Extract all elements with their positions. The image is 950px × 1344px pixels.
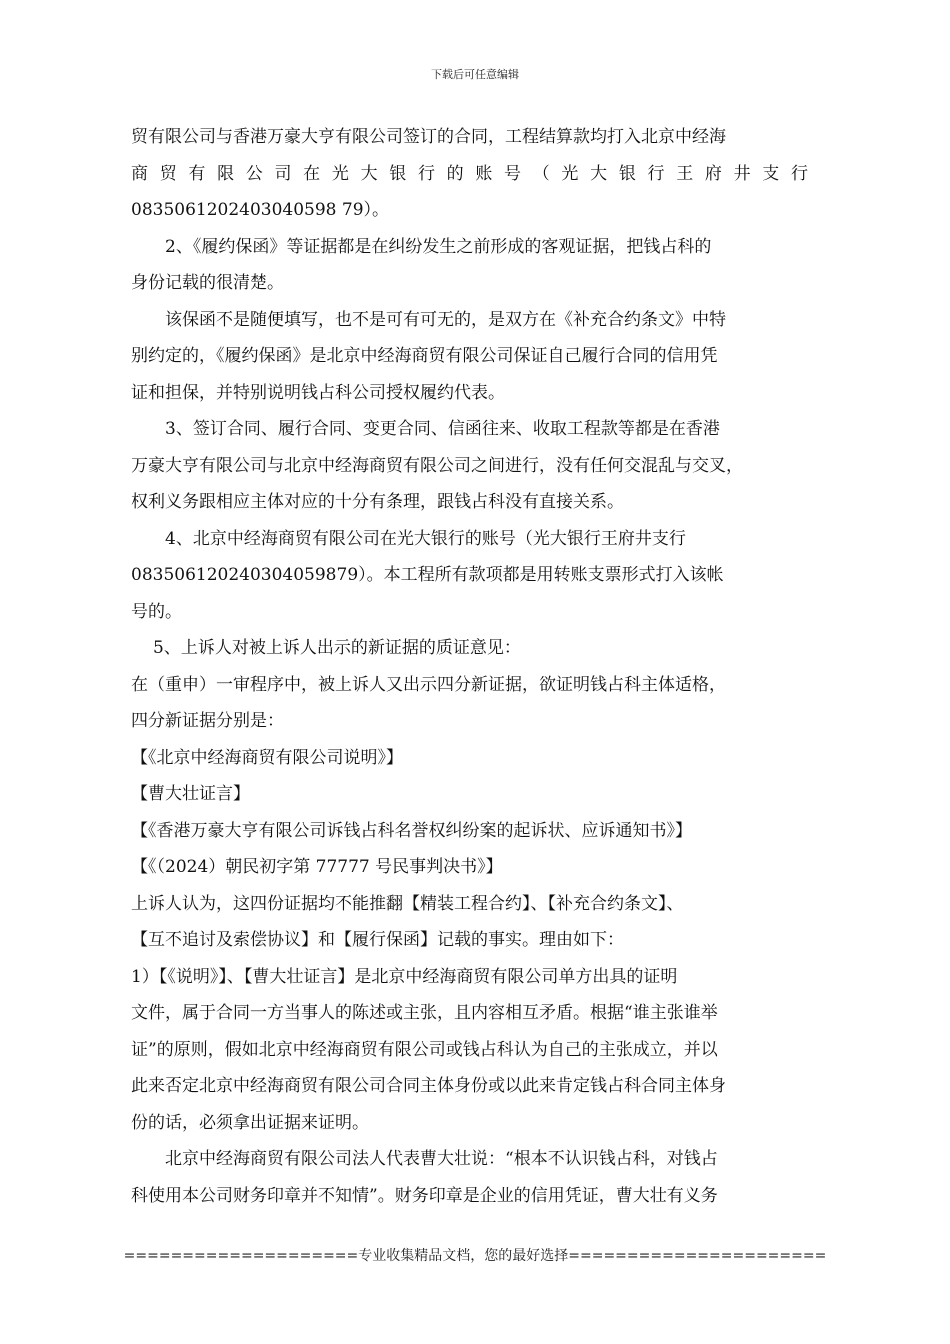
page-header: 下载后可任意编辑: [431, 68, 519, 81]
text-line: 0835061202403040598 79）。: [131, 200, 390, 220]
text-line: 此来否定北京中经海商贸有限公司合同主体身份或以此来肯定钱占科合同主体身: [131, 1076, 726, 1096]
text-line: 证和担保，并特别说明钱占科公司授权履约代表。: [131, 382, 505, 403]
text-line: 四分新证据分别是：: [131, 711, 284, 731]
text-line: 5、上诉人对被上诉人出示的新证据的质证意见：: [153, 638, 521, 658]
text-line: 权利义务跟相应主体对应的十分有条理，跟钱占科没有直接关系。: [131, 492, 624, 512]
text-line: 文件，属于合同一方当事人的陈述或主张，且内容相互矛盾。根据“谁主张谁举: [131, 1003, 718, 1023]
text-line: 号的。: [131, 601, 182, 622]
text-line: 北京中经海商贸有限公司法人代表曹大壮说：“根本不认识钱占科，对钱占: [165, 1149, 718, 1169]
text-line: 万豪大亨有限公司与北京中经海商贸有限公司之间进行，没有任何交混乱与交叉，: [131, 455, 743, 476]
evidence-item: 【《（2024）朝民初字第 77777 号民事判决书》】: [131, 857, 503, 877]
text-line: 身份记载的很清楚。: [131, 273, 284, 293]
text-line: 【互不追讨及索偿协议】和【履行保函】记载的事实。理由如下：: [131, 930, 624, 950]
text-line: 别约定的，《履约保函》是北京中经海商贸有限公司保证自己履行合同的信用凭: [131, 346, 718, 366]
text-line: 贸有限公司与香港万豪大亨有限公司签订的合同，工程结算款均打入北京中经海: [131, 127, 726, 147]
text-line: 在（重申）一审程序中，被上诉人又出示四分新证据，欲证明钱占科主体适格，: [131, 674, 726, 695]
text-line: 上诉人认为，这四份证据均不能推翻【精装工程合约】、【补充合约条文】、: [131, 893, 684, 914]
text-line: 3、签订合同、履行合同、变更合同、信函往来、收取工程款等都是在香港: [165, 419, 720, 439]
text-line: 2、《履约保函》等证据都是在纠纷发生之前形成的客观证据，把钱占科的: [165, 236, 712, 257]
text-line: 证”的原则，假如北京中经海商贸有限公司或钱占科认为自己的主张成立，并以: [131, 1039, 718, 1060]
text-line: 份的话，必须拿出证据来证明。: [131, 1112, 369, 1133]
page-footer: ====================专业收集精品文档，您的最好选择======================: [123, 1248, 827, 1264]
evidence-item: 【《北京中经海商贸有限公司说明》】: [131, 747, 403, 768]
document-body: [131, 119, 808, 1214]
text-line: 商贸有限公司在光大银行的账号（光大银行王府井支行: [131, 163, 808, 184]
evidence-item: 【《香港万豪大亨有限公司诉钱占科名誉权纠纷案的起诉状、应诉通知书》】: [131, 820, 692, 841]
text-line: 4、北京中经海商贸有限公司在光大银行的账号（光大银行王府井支行: [165, 528, 686, 549]
text-line: 083506120240304059879）。本工程所有款项都是用转账支票形式打入该帐: [131, 565, 724, 585]
evidence-item: 【曹大壮证言】: [131, 784, 250, 804]
text-line: 该保函不是随便填写，也不是可有可无的，是双方在《补充合约条文》中特: [165, 309, 726, 330]
text-line: 1）【《说明》】、【曹大壮证言】是北京中经海商贸有限公司单方出具的证明: [131, 966, 678, 987]
text-line: 科使用本公司财务印章并不知情”。财务印章是企业的信用凭证，曹大壮有义务: [131, 1185, 718, 1206]
